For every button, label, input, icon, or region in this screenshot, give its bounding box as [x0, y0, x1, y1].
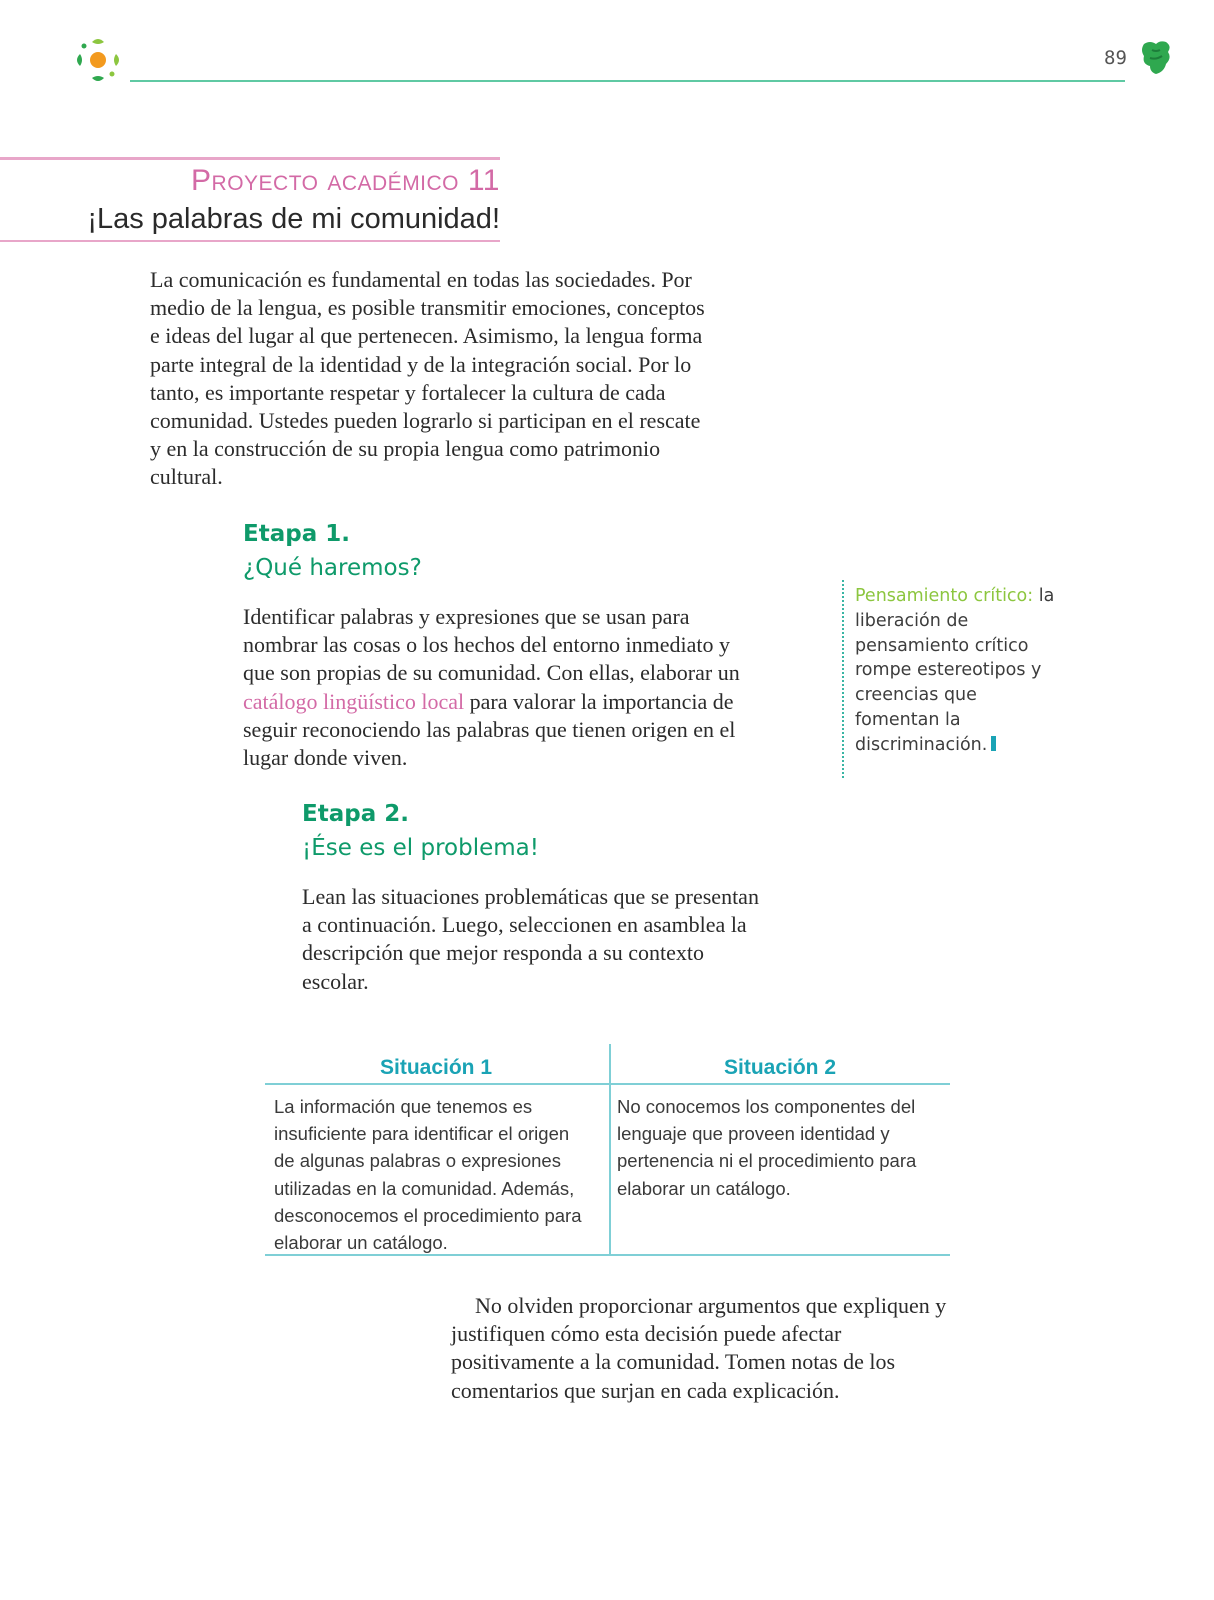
flower-logo-icon — [70, 32, 126, 88]
stage2-paragraph: Lean las situaciones problemáticas que se presentan a continuación. Luego, seleccionen en asamblea la descripción que mejor responda a su contexto escolar. — [302, 884, 759, 994]
project-label: Proyecto académico 11 — [191, 164, 500, 197]
situation1-title: Situación 1 — [379, 1056, 493, 1079]
header-rule — [130, 80, 1125, 82]
page-number: 89 — [1104, 47, 1127, 69]
project-rule-top — [0, 157, 500, 160]
situations-header-rule — [265, 1083, 950, 1085]
stage1-text-before: Identificar palabras y expresiones que se usan para nombrar las cosas o los hechos del entorno inmediato y que son propias de su comunidad. Con ellas, elaborar un — [243, 604, 740, 686]
closing-paragraph: No olviden proporcionar argumentos que expliquen y justifiquen cómo esta decisión puede afectar positivamente a la comunidad. Tomen notas de los comentarios que surjan en cada explicación. — [451, 1293, 947, 1403]
stage1-title: ¿Qué haremos? — [243, 555, 422, 581]
stage1-text-after: para valorar la importancia de seguir reconociendo las palabras que tienen origen en el lugar donde viven. — [243, 688, 736, 771]
project-title: ¡Las palabras de mi comunidad! — [87, 203, 500, 235]
note-label: Pensamiento crítico: — [855, 586, 1034, 606]
stage2-title: ¡Ése es el problema! — [302, 835, 539, 861]
note-dotted-rule — [842, 580, 844, 778]
intro-paragraph: La comunicación es fundamental en todas las sociedades. Por medio de la lengua, es posible transmitir emociones, conceptos e ideas del lugar al que pertenecen. Asimismo, la lengua forma parte integral de la identidad y de la integración social. Por lo tanto, es importante respetar y fortalecer la cultura de cada comunidad. Ustedes pueden lograrlo si participan en el rescate y en la construcción de su propia lengua como patrimonio cultural. — [150, 267, 705, 490]
situation1-text: La información que tenemos es insuficiente para identificar el origen de algunas palabras o expresiones utilizadas en la comunidad. Además, desconocemos el procedimiento para elaborar un catálogo. — [274, 1096, 582, 1254]
project-rule-bottom — [0, 240, 500, 242]
note-text: la liberación de pensamiento crítico rompe estereotipos y creencias que fomentan la discriminación. — [855, 586, 1055, 755]
stage2-number: Etapa 2. — [302, 801, 409, 827]
situation2-title: Situación 2 — [723, 1056, 837, 1079]
situation2-text: No conocemos los componentes del lenguaje que proveen identidad y pertenencia ni el procedimiento para elaborar un catálogo. — [617, 1096, 917, 1199]
note-end-mark — [991, 736, 996, 751]
stage1-number: Etapa 1. — [243, 521, 350, 547]
stage1-paragraph — [243, 603, 763, 772]
catalog-highlight: catálogo lingüístico local — [243, 688, 465, 714]
green-puzzle-icon — [1140, 38, 1174, 78]
critical-thinking-note — [855, 584, 1055, 758]
